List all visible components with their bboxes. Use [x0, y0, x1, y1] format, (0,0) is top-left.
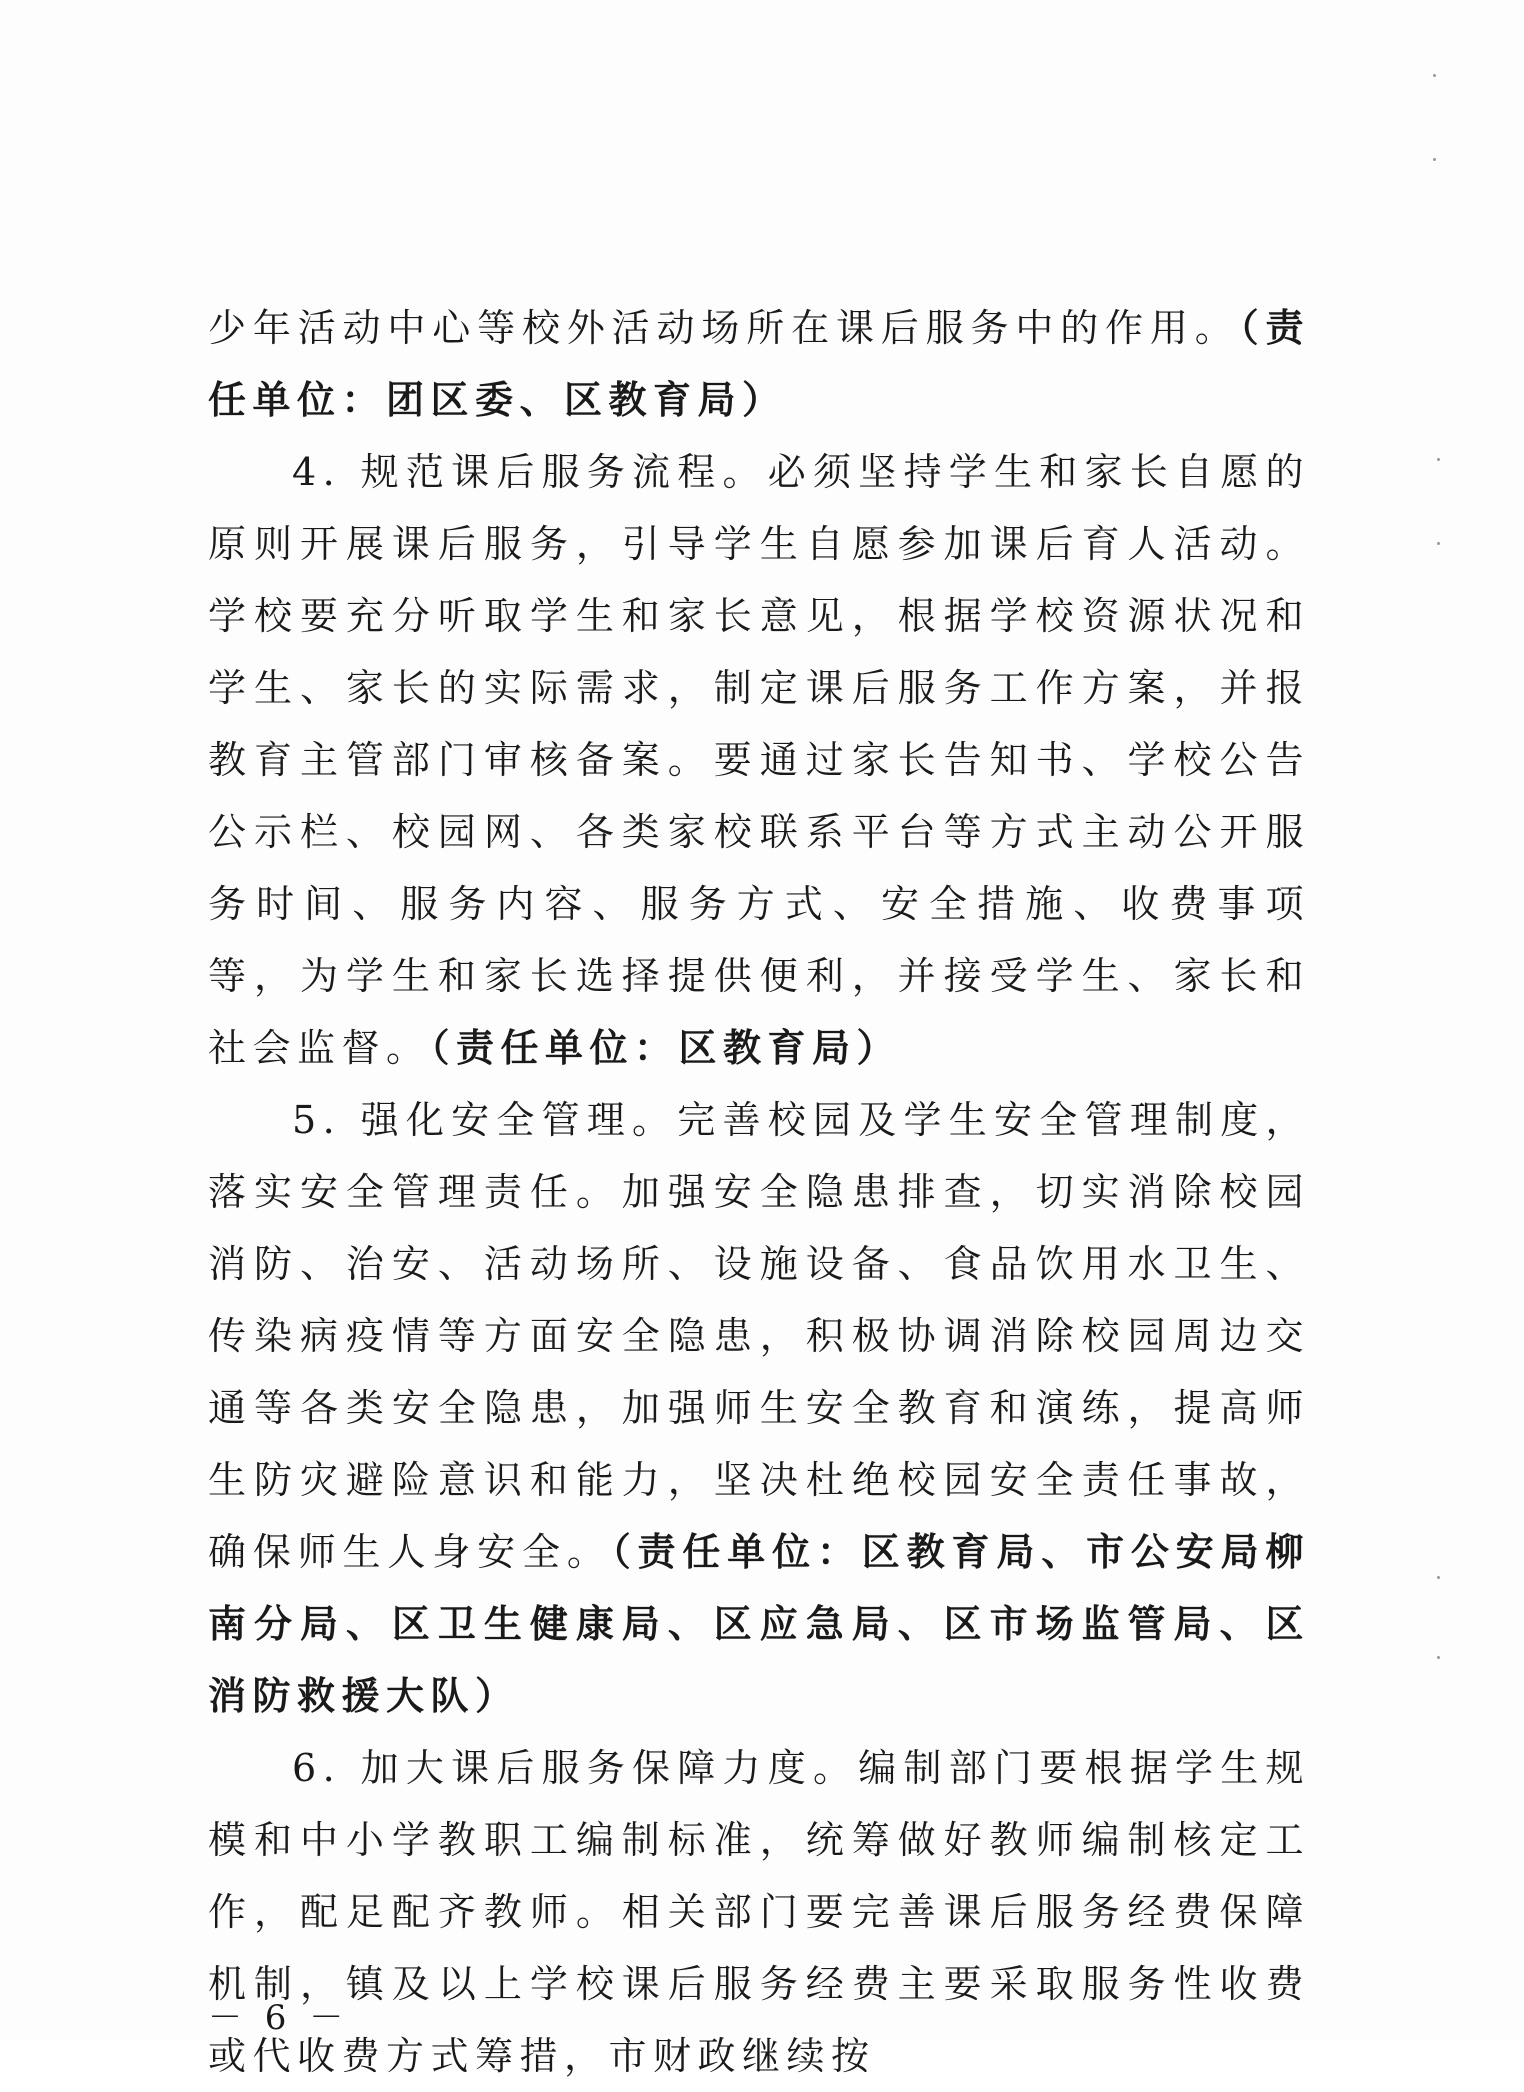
scan-speck	[1437, 1576, 1440, 1579]
responsibility-note: （责任单位：区教育局、市公安局柳南分局、区卫生健康局、区应急局、区市场监管局、区消防救援大队）	[208, 1529, 1310, 1718]
document-body	[208, 292, 1310, 2092]
text-run: 4. 规范课后服务流程。必须坚持学生和家长自愿的原则开展课后服务，引导学生自愿参加课后育人活动。学校要充分听取学生和家长意见，根据学校资源状况和学生、家长的实际需求，制定课后服务工作方案，并报教育主管部门审核备案。要通过家长告知书、学校公告公示栏、校园网、各类家校联系平台等方式主动公开服务时间、服务内容、服务方式、安全措施、收费事项等，为学生和家长选择提供便利，并接受学生、家长和社会监督。	[208, 450, 1310, 1070]
paragraph-item-5	[208, 1084, 1310, 1732]
scan-speck	[1433, 158, 1436, 161]
paragraph-1	[208, 292, 1310, 436]
text-run: 少年活动中心等校外活动场所在课后服务中的作用。	[208, 306, 1240, 350]
scan-speck	[1433, 74, 1436, 77]
scan-speck	[1437, 542, 1440, 545]
text-run: 5. 强化安全管理。完善校园及学生安全管理制度，落实安全管理责任。加强安全隐患排查，切实消除校园消防、治安、活动场所、设施设备、食品饮用水卫生、传染病疫情等方面安全隐患，积极协调消除校园周边交通等各类安全隐患，加强师生安全教育和演练，提高师生防灾避险意识和能力，坚决杜绝校园安全责任事故，确保师生人身安全。	[208, 1098, 1310, 1574]
paragraph-item-6	[208, 1732, 1310, 2092]
responsibility-note: （责任单位：团区委、区教育局）	[208, 305, 1310, 422]
scan-speck	[1437, 1656, 1440, 1659]
page-number: － 6 －	[208, 1998, 350, 2038]
paragraph-item-4	[208, 436, 1310, 1084]
text-run: 6. 加大课后服务保障力度。编制部门要根据学生规模和中小学教职工编制标准，统筹做好教师编制核定工作，配足配齐教师。相关部门要完善课后服务经费保障机制，镇及以上学校课后服务经费主要采取服务性收费或代收费方式筹措，市财政继续按	[208, 1746, 1310, 2078]
responsibility-note: （责任单位：区教育局）	[430, 1025, 902, 1070]
scan-speck	[1437, 458, 1440, 461]
